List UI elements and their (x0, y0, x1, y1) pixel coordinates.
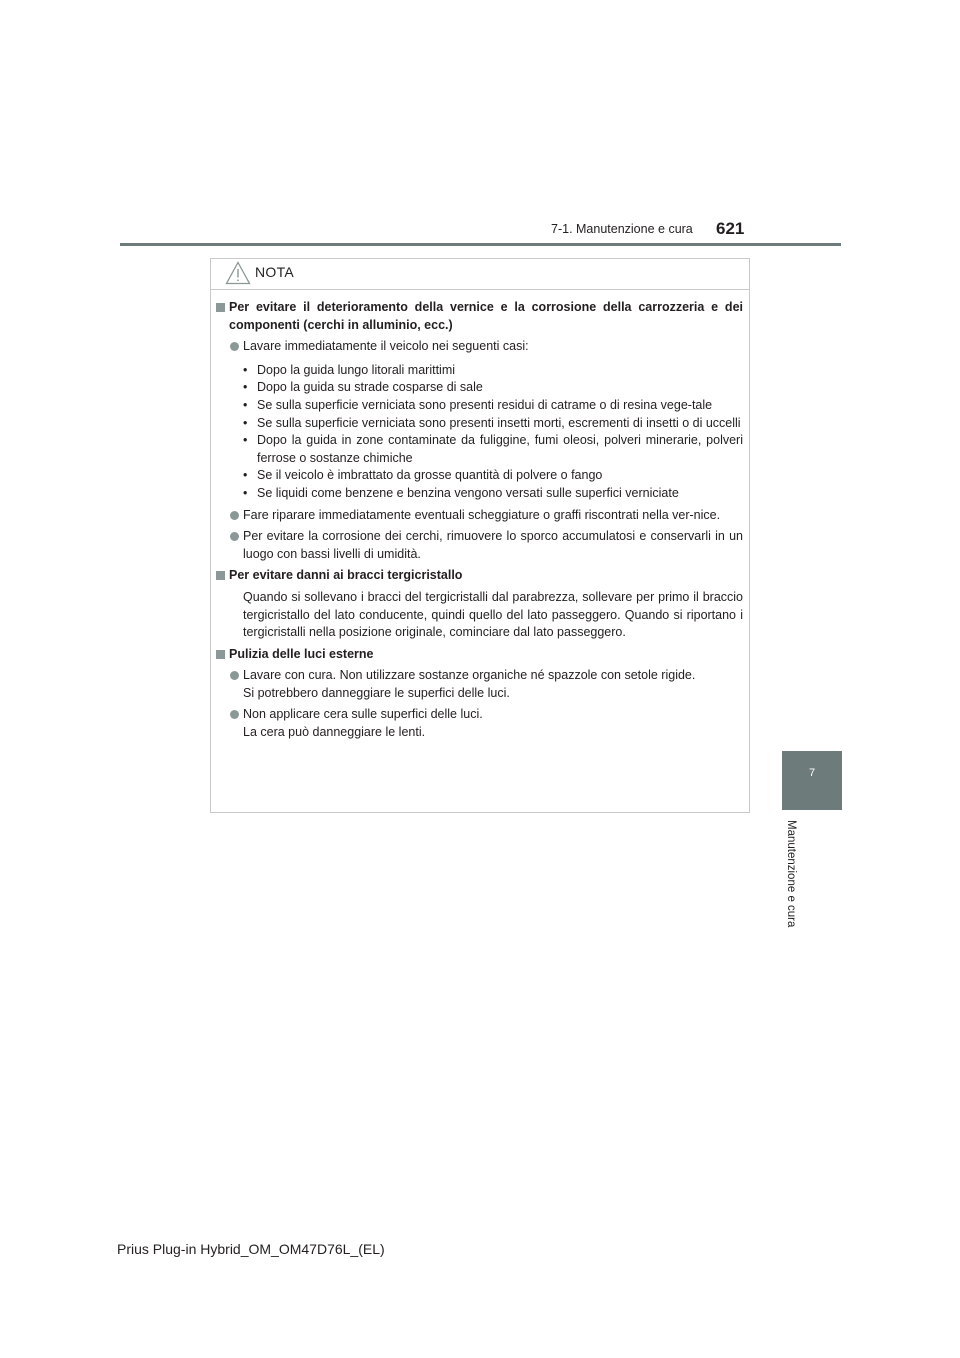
bullet-item (216, 338, 743, 356)
bullet-line: Lavare con cura. Non utilizzare sostanze organiche né spazzole con setole rigide. (243, 668, 696, 683)
sub-item: • Se il veicolo è imbrattato da grosse quantità di polvere o fango (243, 468, 603, 483)
chapter-number: 7 (808, 767, 816, 779)
sub-item-text: Se il veicolo è imbrattato da grosse quantità di polvere o fango (257, 468, 603, 483)
bullet-item (216, 667, 743, 702)
notice-section (216, 646, 743, 742)
bullet-item (216, 507, 743, 525)
footer-document-id: Prius Plug-in Hybrid_OM_OM47D76L_(EL) (117, 1241, 385, 1257)
sub-item-text: Se liquidi come benzene e benzina vengono versati sulle superfici verniciate (257, 485, 679, 500)
bullet-line: Si potrebbero danneggiare le superfici delle luci. (243, 685, 510, 700)
notice-box (210, 258, 750, 813)
notice-header (211, 259, 749, 290)
sub-item: • Se sulla superficie verniciata sono presenti insetti morti, escrementi di insetti o di uccelli (243, 415, 741, 430)
section-paragraph: Quando si sollevano i bracci del tergicristalli dal parabrezza, sollevare per primo il braccio tergicristallo del lato conducente, quindi quello del lato passeggero. Quando si riportano i tergicristalli nella posizione originale, cominciare dal lato passeggero. (243, 589, 743, 640)
bullet-text: Lavare immediatamente il veicolo nei seguenti casi: (243, 339, 529, 354)
chapter-side-label (775, 820, 805, 950)
page-number: 621 (716, 219, 745, 238)
section-heading-text: Per evitare il deterioramento della vernice e la corrosione della carrozzeria e dei componenti (cerchi in alluminio, ecc.) (229, 300, 743, 332)
sub-item-text: Dopo la guida lungo litorali marittimi (257, 362, 456, 377)
bullet-item (216, 528, 743, 563)
section-heading-text: Per evitare danni ai bracci tergicristallo (229, 568, 463, 583)
dot-marker-icon (230, 710, 239, 719)
notice-content (216, 299, 743, 746)
notice-section (216, 299, 743, 563)
dot-marker-icon (230, 342, 239, 351)
section-heading-text: Pulizia delle luci esterne (229, 646, 374, 661)
chapter-tab (782, 751, 842, 810)
sub-item: • Dopo la guida in zone contaminate da fuliggine, fumi oleosi, polveri minerarie, polveri ferrose o sostanze chimiche (243, 433, 743, 465)
sub-item: • Se sulla superficie verniciata sono presenti residui di catrame o di resina vege-tale (243, 397, 713, 412)
warning-triangle-icon (225, 261, 251, 285)
bullet-text: Fare riparare immediatamente eventuali scheggiature o graffi riscontrati nella ver-nice. (243, 507, 721, 522)
sub-item: • Dopo la guida su strade cosparse di sale (243, 380, 483, 395)
sub-item: • Dopo la guida lungo litorali marittimi (243, 362, 456, 377)
bullet-item (216, 706, 743, 741)
chapter-side-text: Manutenzione e cura (785, 820, 797, 928)
bullet-line: La cera può danneggiare le lenti. (243, 725, 426, 740)
dot-marker-icon (230, 511, 239, 520)
sub-item-text: Dopo la guida su strade cosparse di sale (257, 380, 483, 395)
square-marker-icon (216, 650, 225, 659)
bullet-line: Non applicare cera sulle superfici delle luci. (243, 707, 483, 722)
section-heading (216, 299, 743, 334)
square-marker-icon (216, 303, 225, 312)
sub-item-text: Dopo la guida in zone contaminate da fuliggine, fumi oleosi, polveri minerarie, polveri ferrose o sostanze chimiche (257, 433, 743, 465)
bullet-text: Per evitare la corrosione dei cerchi, rimuovere lo sporco accumulatosi e conservarli in un luogo con bassi livelli di umidità. (243, 529, 743, 561)
dot-marker-icon (230, 671, 239, 680)
section-heading (216, 567, 743, 585)
sub-list (216, 362, 743, 503)
sub-item: • Se liquidi come benzene e benzina vengono versati sulle superfici verniciate (243, 485, 679, 500)
section-heading (216, 646, 743, 664)
square-marker-icon (216, 571, 225, 580)
dot-marker-icon (230, 532, 239, 541)
header-rule (120, 243, 841, 246)
header-section-title: 7-1. Manutenzione e cura (551, 222, 693, 236)
notice-section (216, 567, 743, 641)
sub-item-text: Se sulla superficie verniciata sono presenti residui di catrame o di resina vege-tale (257, 397, 713, 412)
notice-title: NOTA (255, 264, 295, 280)
sub-item-text: Se sulla superficie verniciata sono presenti insetti morti, escrementi di insetti o di uccelli (257, 415, 741, 430)
